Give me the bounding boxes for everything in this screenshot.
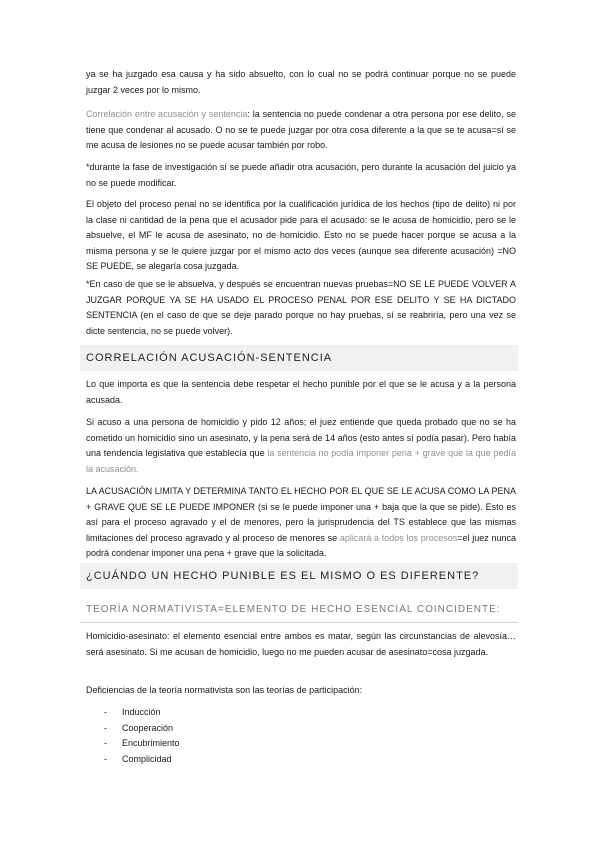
list-bullet: - [104, 707, 107, 717]
paragraph-text: Si acuso a una persona de homicidio y pido 12 años; el juez entiende que queda probado que no se ha cometido un homicidio sino un asesinato, y la pena será de 14 años (esto antes sí podía pasar). Pero había una tendencia legislativa que establecía que [86, 417, 516, 458]
paragraph-text: : la sentencia no puede condenar a otra persona por ese delito, se tiene que condenar al acusado. O no se te puede juzgar por otra cosa diferente a la que se te acusa=sí se me acusa de lesiones no se puede acusar también por robo. [86, 109, 517, 150]
section-heading-correlacion: CORRELACIÓN ACUSACIÓN-SENTENCIA [80, 345, 518, 371]
highlighted-term: Correlación entre acusación y sentencia [86, 109, 248, 119]
paragraph-deficiencias: Deficiencias de la teoría normativista son las teorías de participación: [86, 685, 363, 695]
paragraph-investigation-note: *durante la fase de investigación sí se puede añadir otra acusación, pero durante la acusación del juicio ya no se puede modificar. [86, 162, 516, 188]
list-bullet: - [104, 738, 107, 748]
list-item: - Complicidad [104, 752, 180, 768]
list-bullet: - [104, 722, 107, 733]
paragraph-sentencia-respeta: Lo que importa es que la sentencia debe respetar el hecho punible por el que se le acusa y a la persona acusada. [86, 379, 516, 405]
participation-list [104, 705, 180, 767]
highlighted-term: la sentencia no podía imponer pena + grave que la que pedía la acusación. [86, 448, 516, 474]
subheading-teoria-normativista: TEORÍA NORMATIVISTA=ELEMENTO DE HECHO ESENCIAL COINCIDENTE: [80, 599, 518, 623]
paragraph-objeto-proceso: El objeto del proceso penal no se identifica por la cualificación jurídica de los hechos (tipo de delito) ni por la clase ni cantidad de la pena que el acusador pide para el acusado: se le acusa de homicidio, pero se le absuelve, el MF le acusa de asesinato, no de homicidio. Esto no se puede hacer porque se acusa a la misma persona y se le quiere juzgar por el mismo acto dos veces (aunque sea diferente acusación) =NO SE PUEDE, se alegaría cosa juzgada. [86, 199, 516, 271]
paragraph-homicidio-asesinato: Homicidio-asesinato: el elemento esencial entre ambos es matar, según las circunstancias de alevosía… será asesinato. Si me acusan de homicidio, luego no me pueden acusar de asesinato=cosa juzgada. [86, 631, 516, 657]
list-item: - Encubrimiento [104, 736, 180, 752]
paragraph-cosa-juzgada-end: ya se ha juzgado esa causa y ha sido absuelto, con lo cual no se podrá continuar porque no se puede juzgar 2 veces por lo mismo. [86, 69, 516, 95]
list-item: - Cooperación [104, 721, 180, 737]
highlighted-term: aplicará a todos los procesos [339, 532, 458, 543]
list-bullet: - [104, 753, 107, 764]
paragraph-correlacion-definition [86, 107, 516, 154]
paragraph-text: =el juez nunca podrá condenar imponer una pena + grave que la solicitada. [86, 532, 516, 558]
paragraph-acusacion-limita [86, 484, 516, 562]
paragraph-absolucion-note: *En caso de que se le absuelva, y después se encuentran nuevas pruebas=NO SE LE PUEDE VOLVER A JUZGAR PORQUE YA SE HA USADO EL PROCESO PENAL POR ESE DELITO Y SE HA DICTADO SENTENCIA (en el caso de que se deje parado porque no hay pruebas, sí se reabriría, pero una vez se dicte sentencia, no se puede volver). [86, 279, 516, 336]
list-item: - Inducción [104, 705, 180, 721]
paragraph-text: LA ACUSACIÓN LIMITA Y DETERMINA TANTO EL HECHO POR EL QUE SE LE ACUSA COMO LA PENA + GRAVE QUE SE LE PUEDE IMPONER (si se le puede imponer una + baja que la que se pide). Esto es así para el proceso agravado y el de menores, pero la jurisprudencia del TS establece que las mismas limitaciones del proceso agravado y al proceso de menores se [86, 486, 516, 543]
section-heading-hecho-punible: ¿CUÁNDO UN HECHO PUNIBLE ES EL MISMO O ES DIFERENTE? [80, 563, 518, 589]
paragraph-homicidio-example [86, 415, 516, 477]
